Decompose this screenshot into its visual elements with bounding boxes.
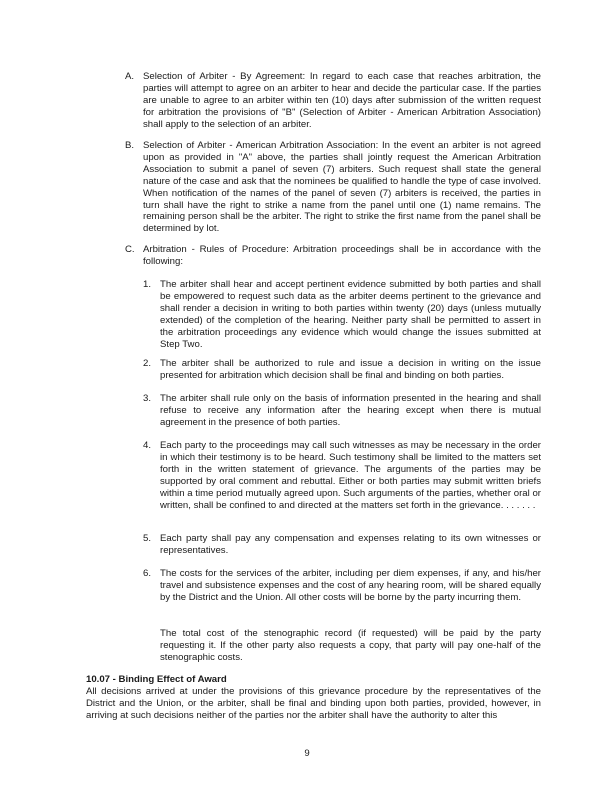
rule-2-text: The arbiter shall be authorized to rule and issue a decision in writing on the issue presented for arbitration which decision shall be final and binding on both parties.: [160, 358, 541, 381]
rule-3-number: 3.: [143, 393, 152, 404]
section-10-07-heading: 10.07 - Binding Effect of Award: [86, 674, 227, 685]
rule-6-continuation-text: The total cost of the stenographic record (if requested) will be paid by the party requesting it. If the other party also requests a copy, that party will pay one-half of the stenographic costs.: [160, 628, 541, 663]
page-number: 9: [304, 748, 310, 759]
rule-1-text: The arbiter shall hear and accept pertinent evidence submitted by both parties and shall be empowered to request such data as the arbiter deems pertinent to the grievance and shall render a decision in writing to both parties within twenty (20) days (unless mutually extended) of the completion of the hearing. Neither party shall be permitted to assert in the arbitration proceedings any evidence which would change the issues submitted at Step Two.: [160, 279, 541, 350]
section-b-text: Selection of Arbiter - American Arbitration Association: In the event an arbiter is not agreed upon as provided in "A" above, the parties shall jointly request the American Arbitration Association to submit a panel of seven (7) arbiters. Such request shall state the general nature of the case and ask that the nominees be qualified to handle the type of case involved. When notification of the names of the panel of seven (7) arbiters is received, the parties in turn shall have the right to strike a name from the panel until one (1) name remains. The remaining person shall be the arbiter. The right to strike the first name from the panel shall be determined by lot.: [143, 140, 541, 235]
rule-4-number: 4.: [143, 440, 152, 451]
rule-4-text: Each party to the proceedings may call such witnesses as may be necessary in the order in which their testimony is to be heard. Such testimony shall be limited to the matters set forth in the written statement of grievance. The arguments of the parties may be supported by oral comment and rebuttal. Either or both parties may submit written briefs within a time period mutually agreed upon. Such arguments of the parties, whether oral or written, shall be confined to and directed at the matters set forth in the grievance. . . . . . .: [160, 440, 541, 511]
section-a-text: Selection of Arbiter - By Agreement: In regard to each case that reaches arbitration, the parties will attempt to agree on an arbiter to hear and decide the particular case. If the parties are unable to agree to an arbiter within ten (10) days after submission of the written request for arbitration the provisions of "B" (Selection of Arbiter - American Arbitration Association) shall apply to the selection of an arbiter.: [143, 71, 541, 130]
rule-5-text: Each party shall pay any compensation and expenses relating to its own witnesses or representatives.: [160, 533, 541, 556]
rule-5-number: 5.: [143, 533, 152, 544]
rule-1-number: 1.: [143, 279, 152, 290]
rule-2-number: 2.: [143, 358, 152, 369]
section-a-label: A.: [125, 71, 135, 82]
section-c-text: Arbitration - Rules of Procedure: Arbitration proceedings shall be in accordance with the following:: [143, 244, 541, 267]
rule-3-text: The arbiter shall rule only on the basis of information presented in the hearing and shall refuse to receive any information after the hearing except when there is mutual agreement in the presence of both parties.: [160, 393, 541, 428]
binding-effect-paragraph: All decisions arrived at under the provisions of this grievance procedure by the representatives of the District and the Union, or the arbiter, shall be final and binding upon both parties, provided, however, in arriving at such decisions neither of the parties nor the arbiter shall have the authority to alter this: [86, 686, 541, 721]
rule-6-number: 6.: [143, 568, 152, 579]
rule-6-text: The costs for the services of the arbiter, including per diem expenses, if any, and his/her travel and subsistence expenses and the cost of any hearing room, will be shared equally by the District and the Union. All other costs will be borne by the party incurring them.: [160, 568, 541, 603]
section-b-label: B.: [125, 140, 135, 151]
section-c-label: C.: [125, 244, 135, 255]
